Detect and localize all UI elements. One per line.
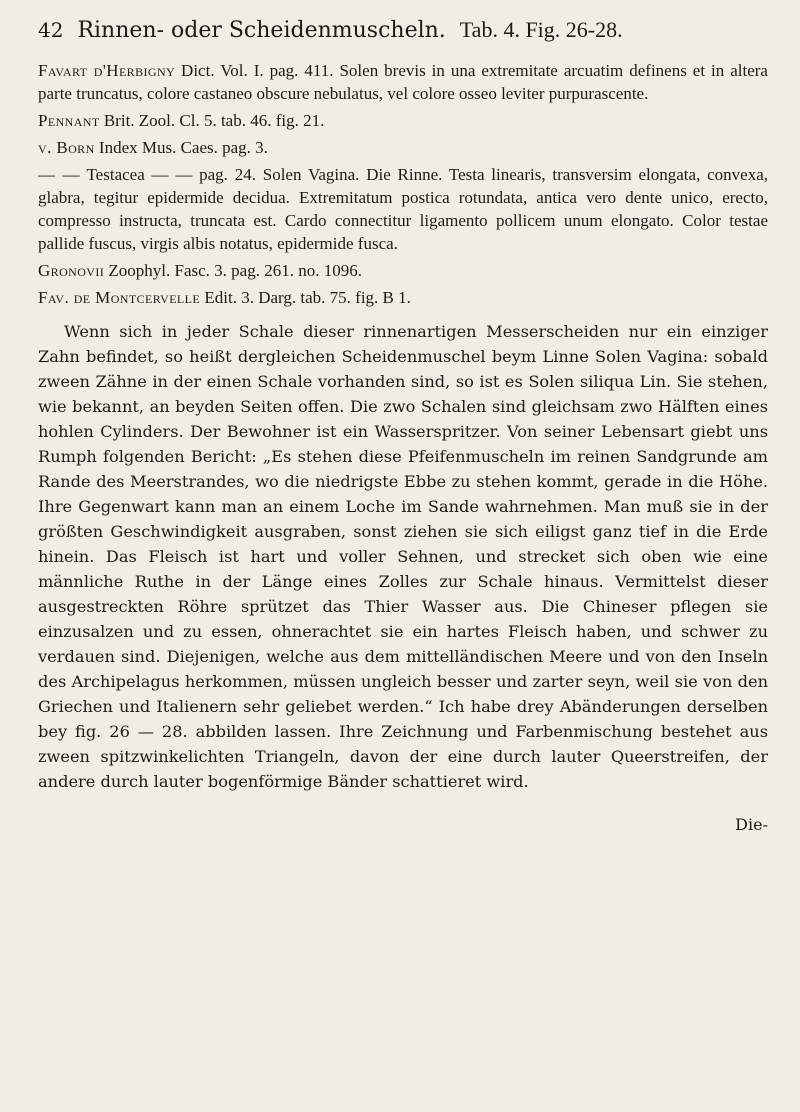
page-number: 42 (38, 18, 64, 42)
reference-author: Favart d'Herbigny (38, 61, 176, 80)
reference-author: v. Born (38, 138, 95, 157)
reference-text: Dict. Vol. I. pag. 411. Solen brevis in una extremitate arcuatim definens et in altera parte truncatus, colore castaneo obscure nebulatus, vel colore osseo leviter purpurascente. (38, 61, 768, 103)
plate-reference: Tab. 4. Fig. 26-28. (459, 17, 623, 42)
reference-text: Index Mus. Caes. pag. 3. (94, 138, 268, 157)
reference-entry (38, 136, 768, 159)
reference-entry (38, 163, 768, 255)
body-paragraph: Wenn sich in jeder Schale dieser rinnenartigen Messerscheiden nur ein einziger Zahn befindet, so heißt dergleichen Scheidenmuschel beym Linne Solen Vagina: sobald zween Zähne in der einen Schale vorhanden sind, so ist es Solen siliqua Lin. Sie stehen, wie bekannt, an beyden Seiten offen. Die zwo Schalen sind gleichsam zwo Hälften eines hohlen Cylinders. Der Bewohner ist ein Wasserspritzer. Von seiner Lebensart giebt uns Rumph folgenden Bericht: „Es stehen diese Pfeifenmuscheln im reinen Sandgrunde am Rande des Meerstrandes, wo die niedrigste Ebbe zu stehen kommt, gerade in die Höhe. Ihre Gegenwart kann man an einem Loche im Sande wahrnehmen. Man muß sie in der größten Geschwindigkeit ausgraben, sonst ziehen sie sich eiligst ganz tief in die Erde hinein. Das Fleisch ist hart und voller Sehnen, und strecket sich oben wie eine männliche Ruthe in der Länge eines Zolles zur Schale hinaus. Vermittelst dieser ausgestreckten Röhre sprützet das Thier Wasser aus. Die Chineser pflegen sie einzusalzen und zu essen, ohnerachtet sie ein hartes Fleisch haben, und schwer zu verdauen sind. Diejenigen, welche aus dem mittelländischen Meere und von den Inseln des Archipelagus herkommen, müssen ungleich besser und zarter seyn, weil sie von den Griechen und Italienern sehr geliebet werden.“ Ich habe drey Abänderungen derselben bey fig. 26 — 28. abbilden lassen. Ihre Zeichnung und Farbenmischung bestehet aus zween spitzwinkelichten Triangeln, davon der eine durch lauter Queerstreifen, der andere durch lauter bogenförmige Bänder schattieret wird. (38, 322, 768, 791)
reference-list (38, 59, 768, 309)
reference-author: Fav. de Montcervelle (38, 288, 201, 307)
page-header (38, 16, 768, 45)
running-title: Rinnen- oder Scheidenmuscheln. (77, 18, 446, 43)
reference-author: Pennant (38, 111, 100, 130)
reference-entry (38, 259, 768, 282)
reference-entry (38, 59, 768, 105)
reference-entry (38, 286, 768, 309)
reference-text: Testacea — — pag. 24. Solen Vagina. Die Rinne. Testa linearis, transversim elongata, convexa, glabra, tegitur epidermide decidua. Extremitatum postica rotundata, antica vero dente unico, erecto, compresso instructa, truncata est. Cardo connectitur ligamento pollicem unum elongato. Color testae pallide fuscus, virgis albis notatus, epidermide fusca. (38, 165, 768, 253)
catchword: Die- (735, 815, 768, 834)
reference-text: Brit. Zool. Cl. 5. tab. 46. fig. 21. (99, 111, 325, 130)
body-text (38, 319, 768, 794)
reference-text: Zoophyl. Fasc. 3. pag. 261. no. 1096. (104, 261, 362, 280)
reference-text: Edit. 3. Darg. tab. 75. fig. B 1. (200, 288, 411, 307)
reference-author: Gronovii (38, 261, 105, 280)
book-page (38, 16, 768, 1096)
reference-entry (38, 109, 768, 132)
reference-author: — — (38, 165, 80, 184)
